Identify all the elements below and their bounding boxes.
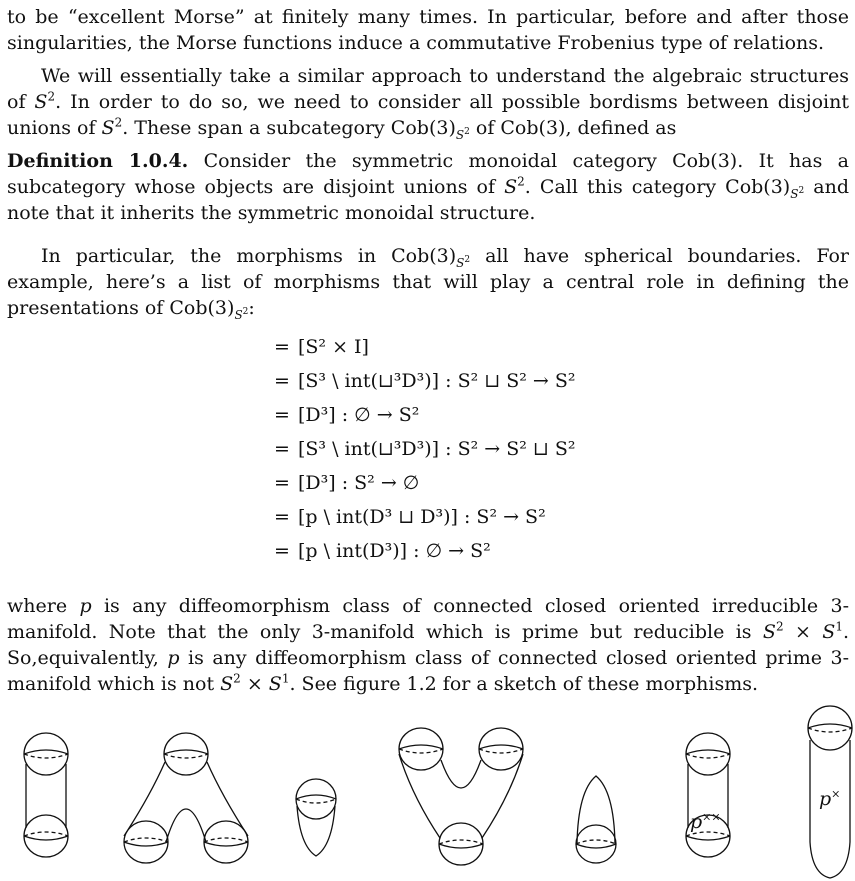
text-run: . In order to do so, we need to consider all possible bordisms between disjoint unions of xyxy=(7,91,849,139)
paragraph-morphisms: In particular, the morphisms in $Cob(3)_{S^2}$ all have spherical boundaries. For example, here’s a list of morphisms that will play a central role in defining the presentations of $Cob(3)_{S^2}$: xyxy=(7,245,849,322)
text-run: We will essentially take a similar approach to understand the algebraic structures of xyxy=(7,65,849,113)
text-run: . See figure 1.2 for a sketch of these morphisms. xyxy=(289,673,759,695)
label-pxx: p×× xyxy=(690,810,721,833)
equation-rhs: [S³ \ int(⊔³D³)] : S² → S² ⊔ S² xyxy=(298,438,576,460)
sketch-multiplication-pants xyxy=(124,733,248,863)
math-S2: S xyxy=(34,91,48,113)
text-run: is any diffeomorphism class of connected closed oriented prime 3-manifold which is not xyxy=(7,647,849,695)
morphism-sketch-svg xyxy=(0,696,855,881)
sketch-comultiplication-copants xyxy=(399,728,523,865)
text-run: : xyxy=(248,297,255,319)
equation-rhs: [D³] : ∅ → S² xyxy=(298,404,420,426)
text-run: Consider the symmetric monoidal category Cob(3). It has a subcategory whose objects are disjoint unions of xyxy=(7,150,850,198)
figure-1-2-morphism-sketches xyxy=(0,696,855,881)
text-run: where xyxy=(7,595,80,617)
equation-rhs: [p \ int(D³)] : ∅ → S² xyxy=(298,540,491,562)
paragraph-approach: We will essentially take a similar approach to understand the algebraic structures of $S^2$. In order to do so, we need to consider all possible bordisms between disjoint unions of $S^2$. These span a subcategory $Cob(3)_{S^2}$ of Cob(3), defined as xyxy=(7,65,849,142)
text-run: In particular, the morphisms in Cob(3) xyxy=(41,245,457,267)
equation-rhs: [D³] : S² → ∅ xyxy=(298,472,420,494)
paragraph-intro xyxy=(7,4,849,56)
definition-1-0-4: Definition 1.0.4. Consider the symmetric monoidal category Cob(3). It has a subcategory whose objects are disjoint unions of $S^2$. Call this category $Cob(3)_{S^2}$ and note that it inherits the symmetric monoidal structure. xyxy=(7,150,850,224)
text-run: of Cob(3), defined as xyxy=(469,117,677,139)
equation-rhs: [S³ \ int(⊔³D³)] : S² ⊔ S² → S² xyxy=(298,370,576,392)
label-px: p× xyxy=(819,787,841,810)
text-run: is any diffeomorphism class of connected closed oriented irreducible 3-manifold. Note that the only 3-manifold which is prime but reducible is xyxy=(7,595,849,643)
text-run: . Call this category Cob(3) xyxy=(524,176,791,198)
sketch-pxx-cylinder xyxy=(686,733,730,857)
equation-rhs: [p \ int(D³ ⊔ D³)] : S² → S² xyxy=(298,506,546,528)
math-p: p xyxy=(167,647,180,669)
definition-heading: Definition 1.0.4. xyxy=(7,150,189,172)
text-run: all have spherical boundaries. For example, here’s a list of morphisms that will play a central role in defining the presentations of Cob(3) xyxy=(7,245,849,319)
paragraph-where: where p is any diffeomorphism class of connected closed oriented irreducible 3-manifold. Note that the only 3-manifold which is prime but reducible is $S^2 \times S^1$. So,equivalently, p is any diffeomorphism class of connected closed oriented prime 3-manifold which is not $S^2 \times S^1$. See figure 1.2 for a sketch of these morphisms. xyxy=(7,595,849,695)
text-run: . So,equivalently, xyxy=(7,621,849,669)
equation-rhs: [S² × I] xyxy=(298,336,369,358)
sketch-unit-cup xyxy=(296,779,336,856)
sketch-identity-cylinder xyxy=(24,733,68,857)
text-run: and note that it inherits the symmetric monoidal structure. xyxy=(7,176,850,224)
sketch-trace-cap xyxy=(576,776,616,863)
math-S2: S xyxy=(101,117,115,139)
math-p: p xyxy=(79,595,92,617)
paragraph-text: to be “excellent Morse” at finitely many times. In particular, before and after those singularities, the Morse functions induce a commutative Frobenius type of relations. xyxy=(7,6,849,54)
math-S2: S xyxy=(504,176,518,198)
text-run: . These span a subcategory Cob(3) xyxy=(122,117,456,139)
